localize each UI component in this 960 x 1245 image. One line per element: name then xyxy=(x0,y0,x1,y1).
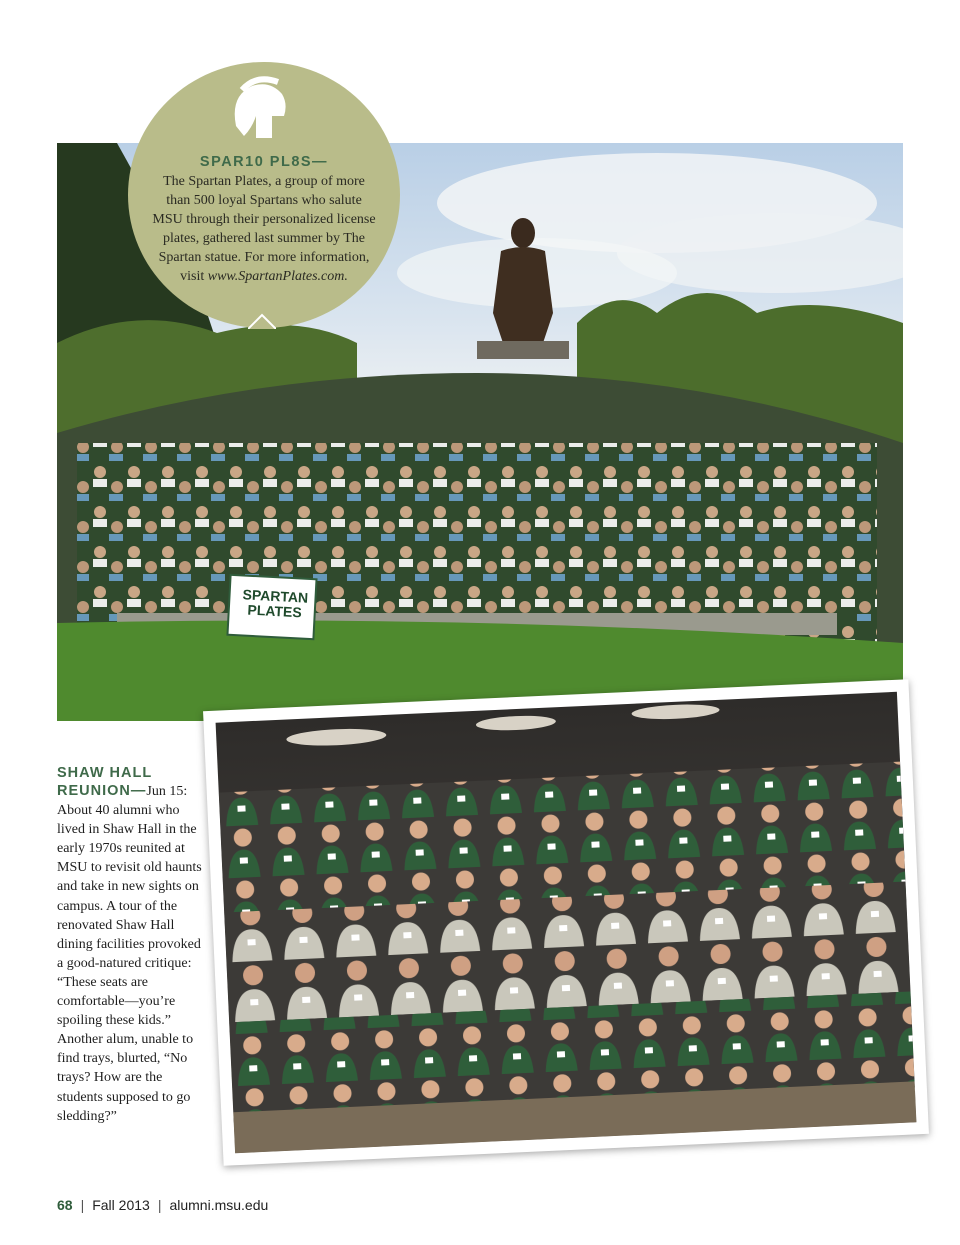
callout-heading: SPAR10 PL8S— xyxy=(199,154,329,170)
issue-label: Fall 2013 xyxy=(92,1197,150,1213)
footer-separator: | xyxy=(157,1197,162,1213)
website-link[interactable]: alumni.msu.edu xyxy=(169,1197,269,1213)
shaw-hall-caption xyxy=(57,764,203,1126)
callout-link[interactable]: www.SpartanPlates.com. xyxy=(207,269,348,284)
sign-line-2: PLATES xyxy=(247,601,303,621)
shaw-hall-reunion-photo-frame xyxy=(203,679,929,1166)
callout-body xyxy=(152,172,376,286)
spartan-plates-sign xyxy=(234,587,315,621)
sidebar-body-lead: Jun 15: xyxy=(146,784,188,799)
sidebar-heading-line-2: REUNION— xyxy=(57,783,147,799)
footer-separator: | xyxy=(80,1197,85,1213)
callout-notch xyxy=(248,313,276,329)
shaw-hall-reunion-photo xyxy=(216,692,917,1153)
shaw-hall-reunion-photo-art xyxy=(216,692,917,1153)
callout-text: The Spartan Plates, a group of more than 500 loyal Spartans who salute MSU through their personalized license plates, gathered last summer by The Spartan statue. For more information, visit xyxy=(152,174,376,284)
sign-line-1: SPARTAN xyxy=(242,586,309,606)
sidebar-body xyxy=(57,782,203,1126)
spartan-helmet-icon xyxy=(226,76,290,144)
page-footer xyxy=(57,1197,268,1213)
page-number: 68 xyxy=(57,1197,73,1213)
sidebar-body-text: About 40 alumni who lived in Shaw Hall in the early 1970s reunited at MSU to revisit old haunts and take in new sights on campus. A tour of the renovated Shaw Hall dining facilities provoked a good-natured critique: “These seats are comfortable—you’re spoiling these kids.” Another alum, unable to find trays, blurted, “No trays? How are the students supposed to go sledding?” xyxy=(57,803,202,1124)
sidebar-heading-line-1: SHAW HALL xyxy=(57,765,153,781)
